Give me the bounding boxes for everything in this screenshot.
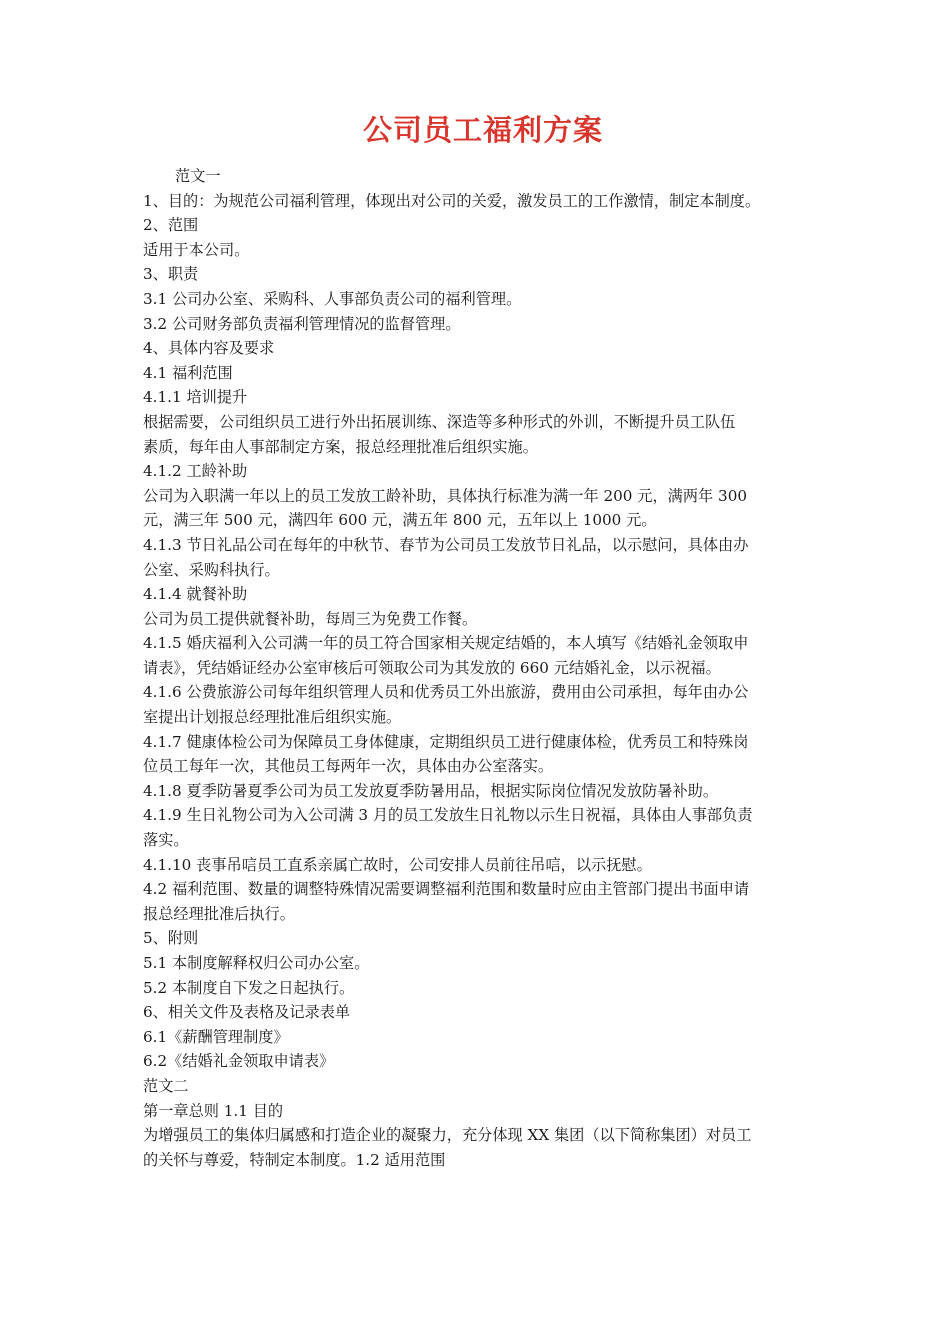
document-title: 公司员工福利方案: [362, 113, 603, 147]
document-body: [143, 164, 823, 1172]
heading-4-1-4: 4.1.4 就餐补助: [143, 585, 248, 604]
paragraph-purpose: 1、目的：为规范公司福利管理，体现出对公司的关爱，激发员工的工作激情，制定本制度。: [143, 191, 761, 210]
paragraph-health-line-1: 4.1.7 健康体检公司为保障员工身体健康，定期组织员工进行健康体检，优秀员工和特殊岗: [143, 732, 749, 751]
paragraph-appendix-5-1: 5.1 本制度解释权归公司办公室。: [143, 954, 370, 972]
paragraph-appendix-5-2: 5.2 本制度自下发之日起执行。: [143, 978, 355, 997]
paragraph-adjustment-line-1: 4.2 福利范围、数量的调整特殊情况需要调整福利范围和数量时应由主管部门提出书面申请: [143, 880, 750, 899]
paragraph-duty-3-2: 3.2 公司财务部负责福利管理情况的监督管理。: [143, 314, 461, 333]
section-label-fanwen-1: 范文一: [175, 167, 221, 185]
paragraph-chapter-1-line-1: 为增强员工的集体归属感和打造企业的凝聚力，充分体现 XX 集团（以下简称集团）对员工: [143, 1126, 752, 1145]
paragraph-training-line-2: 素质，每年由人事部制定方案，报总经理批准后组织实施。: [143, 437, 538, 456]
paragraph-seniority-line-1: 公司为入职满一年以上的员工发放工龄补助，具体执行标准为满一年 200 元，满两年 300: [143, 486, 748, 505]
related-doc-6-2: 6.2《结婚礼金领取申请表》: [143, 1052, 335, 1071]
paragraph-birthday-line-2: 落实。: [143, 831, 189, 850]
heading-4-1-2: 4.1.2 工龄补助: [143, 462, 248, 481]
heading-4-1: 4.1 福利范围: [143, 363, 233, 382]
section-label-fanwen-2: 范文二: [143, 1076, 189, 1095]
heading-4-1-1: 4.1.1 培训提升: [143, 388, 248, 407]
heading-scope: 2、范围: [143, 216, 199, 235]
paragraph-chapter-1-line-2: 的关怀与尊爱，特制定本制度。1.2 适用范围: [143, 1150, 446, 1169]
heading-related-docs: 6、相关文件及表格及记录表单: [143, 1003, 351, 1022]
paragraph-holiday-line-1: 4.1.3 节日礼品公司在每年的中秋节、春节为公司员工发放节日礼品，以示慰问，具体由办: [143, 535, 749, 554]
paragraph-summer: 4.1.8 夏季防暑夏季公司为员工发放夏季防暑用品，根据实际岗位情况发放防暑补助。: [143, 781, 719, 800]
heading-chapter-1: 第一章总则 1.1 目的: [143, 1101, 284, 1120]
paragraph-wedding-line-2: 请表》，凭结婚证经办公室审核后可领取公司为其发放的 660 元结婚礼金，以示祝福。: [143, 658, 721, 677]
paragraph-birthday-line-1: 4.1.9 生日礼物公司为入公司满 3 月的员工发放生日礼物以示生日祝福，具体由人事部负责: [143, 806, 753, 825]
paragraph-duty-3-1: 3.1 公司办公室、采购科、人事部负责公司的福利管理。: [143, 289, 522, 308]
paragraph-meal: 公司为员工提供就餐补助，每周三为免费工作餐。: [143, 609, 478, 628]
paragraph-travel-line-1: 4.1.6 公费旅游公司每年组织管理人员和优秀员工外出旅游，费用由公司承担，每年由办公: [143, 683, 749, 702]
paragraph-travel-line-2: 室提出计划报总经理批准后组织实施。: [143, 708, 402, 727]
document-page: [143, 108, 823, 1172]
related-doc-6-1: 6.1《薪酬管理制度》: [143, 1027, 289, 1046]
heading-duties: 3、职责: [143, 265, 199, 284]
paragraph-holiday-line-2: 公室、采购科执行。: [143, 560, 280, 579]
paragraph-health-line-2: 位员工每年一次，其他员工每两年一次，具体由办公室落实。: [143, 757, 554, 776]
heading-content: 4、具体内容及要求: [143, 339, 275, 358]
paragraph-condolence: 4.1.10 丧事吊唁员工直系亲属亡故时，公司安排人员前往吊唁，以示抚慰。: [143, 855, 652, 874]
paragraph-wedding-line-1: 4.1.5 婚庆福利入公司满一年的员工符合国家相关规定结婚的，本人填写《结婚礼金领取申: [143, 634, 749, 653]
paragraph-scope: 适用于本公司。: [143, 240, 250, 259]
paragraph-seniority-line-2: 元，满三年 500 元，满四年 600 元，满五年 800 元，五年以上 1000 元。: [143, 511, 657, 530]
paragraph-adjustment-line-2: 报总经理批准后执行。: [143, 904, 295, 923]
paragraph-training-line-1: 根据需要，公司组织员工进行外出拓展训练、深造等多种形式的外训，不断提升员工队伍: [143, 412, 736, 431]
heading-appendix: 5、附则: [143, 929, 199, 948]
